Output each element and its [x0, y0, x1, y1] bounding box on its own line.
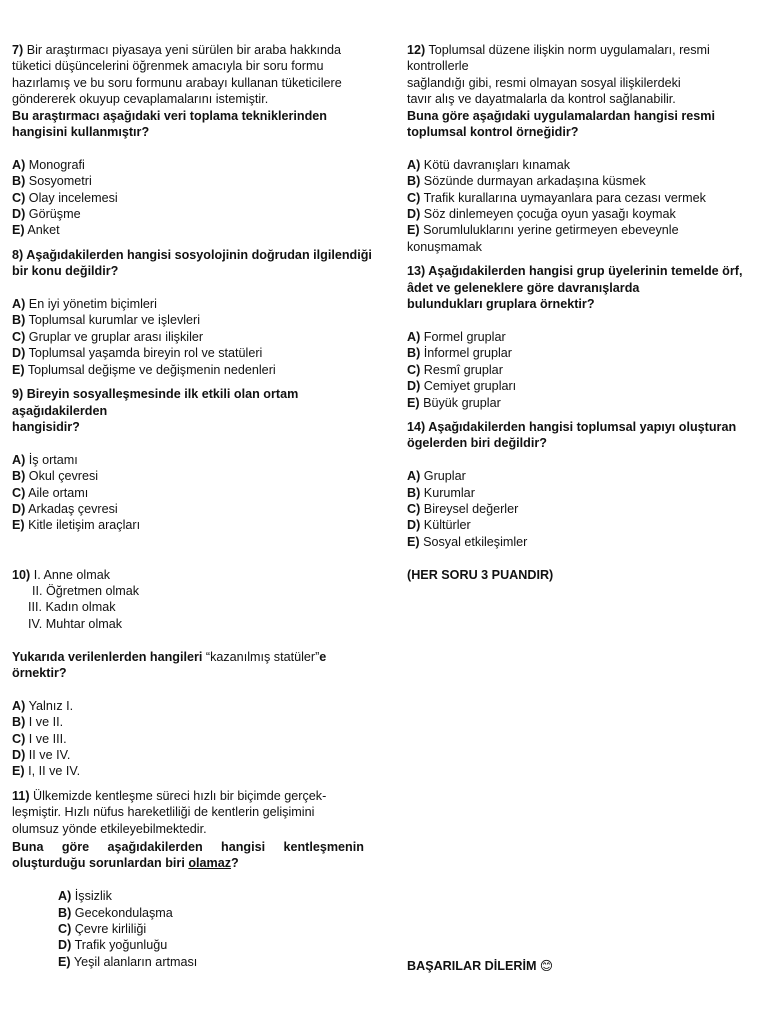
option-text: Sosyometri	[25, 174, 92, 189]
option-text: Cemiyet grupları	[420, 379, 517, 394]
option-text: I ve II.	[25, 715, 64, 730]
option-letter: C)	[58, 922, 72, 936]
right-column	[407, 42, 752, 583]
question-10	[12, 567, 364, 780]
question-prompt-line: 13) Aşağıdakilerden hangisi grup üyelerinin temelde örf,	[407, 264, 743, 279]
option-letter: A)	[407, 329, 421, 344]
question-stem-line: tavır alış ve dayatmalarla da kontrol sağlanabilir.	[407, 92, 676, 107]
question-prompt-line: Bu araştırmacı aşağıdaki veri toplama tekniklerinden	[12, 108, 327, 123]
option-text: Yalnız I.	[25, 698, 74, 713]
option-text: Resmî gruplar	[420, 362, 503, 377]
option-letter: A)	[12, 452, 26, 467]
option-a[interactable]	[12, 698, 364, 714]
underlined-keyword: olamaz	[188, 856, 232, 871]
option-letter: A)	[58, 889, 72, 904]
quoted-term: “kazanılmış statüler”	[205, 649, 320, 664]
option-c[interactable]	[407, 501, 752, 517]
statement-item: II. Öğretmen olmak	[32, 583, 140, 598]
option-letter: B)	[12, 469, 26, 484]
option-text: Toplumsal değişme ve değişmenin nedenleri	[24, 362, 276, 377]
question-12	[407, 42, 752, 255]
question-stem-line: göndererek okuyup cevaplamalarını istemiştir.	[12, 92, 269, 107]
option-b[interactable]	[12, 173, 364, 189]
option-letter: E)	[12, 223, 25, 238]
option-letter: A)	[407, 157, 421, 172]
option-text: Anket	[24, 223, 60, 238]
option-c[interactable]	[407, 362, 752, 378]
option-letter: B)	[58, 905, 72, 920]
question-prompt-line: bulundukları gruplara örnektir?	[407, 297, 595, 312]
question-stem-line: leşmiştir. Hızlı nüfus hareketliliği de kentlerin gelişimini	[12, 805, 315, 820]
prompt-word: aşağıdakilerden	[107, 839, 203, 854]
option-a[interactable]	[12, 452, 364, 468]
option-text: Büyük gruplar	[419, 395, 501, 410]
option-text: Gruplar ve gruplar arası ilişkiler	[25, 329, 204, 344]
option-a[interactable]	[12, 157, 364, 173]
option-letter: D)	[407, 518, 421, 533]
option-e[interactable]	[407, 222, 752, 238]
option-d[interactable]	[12, 345, 364, 361]
prompt-word: hangisi	[221, 839, 266, 854]
question-prompt-line: âdet ve geleneklere göre davranışlarda	[407, 280, 640, 295]
option-text: İnformel gruplar	[420, 346, 512, 361]
option-a[interactable]	[407, 329, 752, 345]
option-letter: C)	[12, 485, 26, 500]
option-d[interactable]	[58, 937, 364, 953]
option-b[interactable]	[12, 714, 364, 730]
option-c[interactable]	[407, 190, 752, 206]
question-9	[12, 386, 364, 534]
question-stem-line: hazırlamış ve bu soru formunu arabayı kullanan tüketicilere	[12, 75, 342, 90]
question-prompt-line	[12, 839, 364, 855]
option-text: II ve IV.	[25, 747, 71, 762]
option-text: Sosyal etkileşimler	[419, 534, 528, 549]
option-text: Yeşil alanların artması	[70, 954, 198, 969]
question-prompt-line: hangisidir?	[12, 419, 80, 434]
left-column	[12, 42, 372, 970]
option-d[interactable]	[12, 206, 364, 222]
option-letter: E)	[12, 362, 25, 377]
option-letter: E)	[12, 518, 25, 533]
option-d[interactable]	[407, 378, 752, 394]
option-letter: A)	[12, 698, 26, 713]
option-letter: E)	[407, 534, 420, 549]
question-prompt-line: örnektir?	[12, 665, 67, 680]
option-letter: D)	[407, 379, 421, 394]
option-text: Olay incelemesi	[25, 190, 118, 205]
option-e[interactable]	[12, 517, 364, 533]
question-stem-line: Toplumsal düzene ilişkin norm uygulamaları, resmi	[425, 43, 710, 57]
option-text: I ve III.	[25, 731, 67, 746]
option-a[interactable]	[12, 296, 364, 312]
option-letter: C)	[12, 329, 26, 344]
option-text: Trafik kurallarına uymayanlara para cezası vermek	[420, 190, 706, 205]
option-letter: B)	[12, 174, 26, 189]
option-a[interactable]	[407, 157, 752, 173]
points-note: (HER SORU 3 PUANDIR)	[407, 567, 554, 582]
question-11	[12, 788, 364, 970]
question-number: 7)	[12, 43, 24, 57]
prompt-word: kentleşmenin	[283, 839, 364, 854]
option-d[interactable]	[407, 517, 752, 533]
option-text: Trafik yoğunluğu	[71, 938, 168, 953]
option-c[interactable]	[12, 731, 364, 747]
option-e[interactable]	[407, 395, 752, 411]
option-letter: D)	[12, 207, 26, 222]
option-e[interactable]	[58, 954, 364, 970]
option-d[interactable]	[12, 747, 364, 763]
question-7	[12, 42, 364, 239]
option-text: İş ortamı	[25, 452, 78, 467]
option-letter: B)	[407, 174, 421, 189]
option-d[interactable]	[12, 501, 364, 517]
option-text: I, II ve IV.	[24, 764, 81, 779]
option-letter: A)	[407, 469, 421, 484]
option-text: Toplumsal kurumlar ve işlevleri	[25, 313, 201, 328]
question-prompt-line: aşağıdakilerden	[12, 403, 108, 418]
option-text: Söz dinlemeyen çocuğa oyun yasağı koymak	[420, 207, 676, 222]
option-text: Toplumsal yaşamda bireyin rol ve statüleri	[25, 346, 263, 361]
option-text: Çevre kirliliği	[71, 922, 147, 936]
option-letter: D)	[12, 747, 26, 762]
question-prompt-part: Yukarıda verilenlerden hangileri	[12, 649, 206, 664]
question-prompt-part: e	[319, 649, 327, 664]
option-text: Okul çevresi	[25, 469, 99, 484]
option-c[interactable]	[12, 190, 364, 206]
closing-message: BAŞARILAR DİLERİM 😊	[407, 959, 554, 973]
statement-item: IV. Muhtar olmak	[28, 616, 123, 631]
option-e[interactable]	[407, 534, 752, 550]
option-text: Görüşme	[25, 207, 81, 222]
question-8	[12, 247, 372, 378]
option-text: Arkadaş çevresi	[25, 501, 118, 516]
option-letter: D)	[58, 938, 72, 953]
option-d[interactable]	[407, 206, 752, 222]
option-letter: D)	[12, 346, 26, 361]
question-14	[407, 419, 752, 550]
question-prompt-line: 9) Bireyin sosyalleşmesinde ilk etkili olan ortam	[12, 387, 299, 402]
option-letter: C)	[12, 190, 26, 205]
option-b[interactable]	[12, 312, 364, 328]
question-prompt-line: ögelerden biri değildir?	[407, 436, 547, 451]
option-a[interactable]	[407, 468, 752, 484]
option-letter: C)	[407, 362, 421, 377]
question-prompt-line: Buna göre aşağıdaki uygulamalardan hangisi resmi	[407, 108, 715, 123]
prompt-word: göre	[61, 839, 90, 854]
statement-item: I. Anne olmak	[30, 567, 111, 582]
option-letter: E)	[58, 954, 71, 969]
option-c[interactable]	[12, 485, 364, 501]
option-letter: D)	[12, 501, 26, 516]
prompt-word: Buna	[12, 839, 44, 854]
question-stem-line: Ülkemizde kentleşme süreci hızlı bir biçimde gerçek-	[29, 788, 327, 803]
question-stem-line: olumsuz yönde etkileyebilmektedir.	[12, 821, 207, 836]
option-letter: A)	[12, 157, 26, 172]
question-stem-line: kontrollerle	[407, 59, 469, 74]
question-prompt-part: ?	[231, 856, 239, 871]
option-b[interactable]	[58, 905, 364, 921]
option-text: Kitle iletişim araçları	[24, 518, 141, 533]
option-text: Formel gruplar	[420, 329, 506, 344]
option-e[interactable]	[12, 222, 364, 238]
option-text: Kötü davranışları kınamak	[420, 157, 571, 172]
question-number: 10)	[12, 567, 31, 582]
question-prompt-line: hangisini kullanmıştır?	[12, 125, 150, 140]
question-prompt-line: toplumsal kontrol örneğidir?	[407, 125, 579, 140]
option-e[interactable]	[12, 763, 364, 779]
option-a[interactable]	[58, 888, 364, 904]
question-prompt-line: bir konu değildir?	[12, 264, 119, 279]
question-stem-line: Bir araştırmacı piyasaya yeni sürülen bir araba hakkında	[23, 43, 341, 57]
option-text: En iyi yönetim biçimleri	[25, 297, 157, 312]
option-text: Gruplar	[420, 469, 466, 484]
question-number: 12)	[407, 43, 426, 57]
question-prompt-part: oluşturduğu sorunlardan biri	[12, 856, 189, 871]
option-text: Sözünde durmayan arkadaşına küsmek	[420, 174, 646, 189]
option-text: Kurumlar	[420, 485, 475, 500]
option-letter: B)	[12, 313, 26, 328]
statement-item: III. Kadın olmak	[28, 600, 116, 615]
question-13	[407, 263, 752, 411]
option-letter: A)	[12, 297, 26, 312]
question-stem-line: sağlandığı gibi, resmi olmayan sosyal ilişkilerdeki	[407, 75, 681, 90]
option-text: İşsizlik	[71, 889, 112, 904]
option-letter: B)	[407, 485, 421, 500]
option-text: Kültürler	[420, 518, 471, 533]
option-letter: E)	[407, 223, 420, 238]
option-e[interactable]	[12, 362, 364, 378]
question-stem-line: tüketici düşüncelerini öğrenmek amacıyla bir soru formu	[12, 59, 324, 74]
option-letter: B)	[12, 715, 26, 730]
option-c[interactable]	[12, 329, 364, 345]
question-number: 11)	[12, 788, 30, 803]
option-b[interactable]	[407, 345, 752, 361]
option-text: Aile ortamı	[25, 485, 89, 500]
option-text: Monografi	[25, 157, 85, 172]
option-letter: C)	[12, 731, 26, 746]
option-c[interactable]	[58, 921, 364, 937]
option-letter: D)	[407, 207, 421, 222]
option-text: Sorumluluklarını yerine getirmeyen ebeveynle	[419, 223, 679, 238]
option-b[interactable]	[407, 173, 752, 189]
option-e-continuation: konuşmamak	[407, 239, 482, 254]
option-letter: E)	[407, 395, 420, 410]
option-letter: C)	[407, 501, 421, 516]
option-letter: E)	[12, 764, 25, 779]
question-prompt-line: 14) Aşağıdakilerden hangisi toplumsal yapıyı oluşturan	[407, 419, 737, 434]
option-b[interactable]	[407, 485, 752, 501]
option-letter: B)	[407, 346, 421, 361]
option-b[interactable]	[12, 468, 364, 484]
option-text: Gecekondulaşma	[71, 905, 173, 920]
question-prompt-line: 8) Aşağıdakilerden hangisi sosyolojinin doğrudan ilgilendiği	[12, 247, 372, 262]
option-letter: C)	[407, 190, 421, 205]
option-text: Bireysel değerler	[420, 501, 519, 516]
